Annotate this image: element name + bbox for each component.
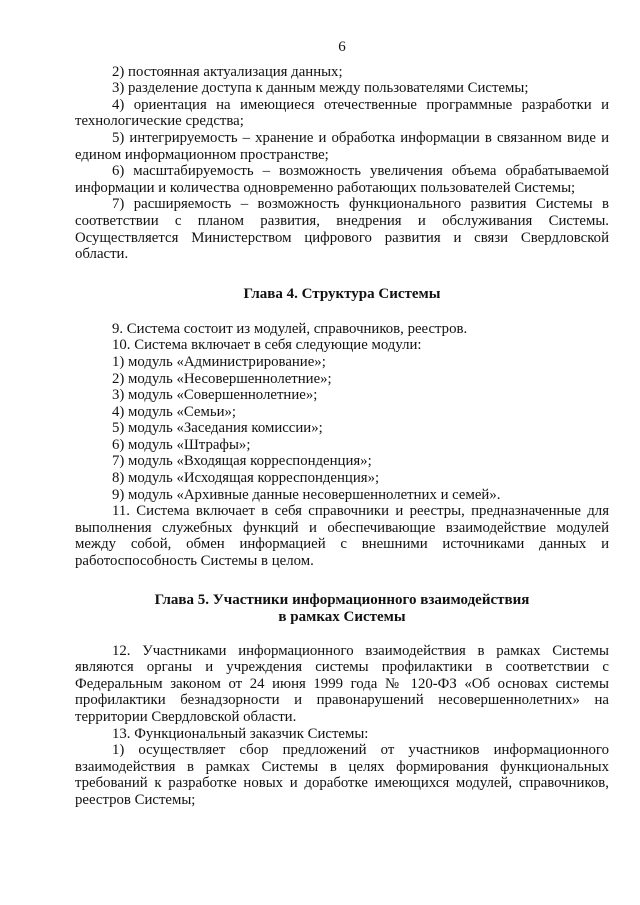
- module-list-item: 6) модуль «Штрафы»;: [112, 436, 251, 453]
- module-list-item: 1) модуль «Администрирование»;: [112, 353, 326, 370]
- list-item: 7) расширяемость – возможность функционального развития Системы в соответствии с планом развития, внедрения и обслуживания Системы. Осуществляется Министерством цифрового развития и связи Свердловской области.: [75, 196, 609, 263]
- chapter-5-title-line-2: в рамках Системы: [278, 608, 406, 625]
- paragraph: 11. Система включает в себя справочники и реестры, предназначенные для выполнения служебных функций и обеспечивающие взаимодействие модулей между собой, обмен информацией с внешними источниками данных и работоспособность Системы в целом.: [75, 503, 609, 570]
- module-list-item: 2) модуль «Несовершеннолетние»;: [112, 370, 332, 387]
- chapter-4-title: Глава 4. Структура Системы: [243, 285, 441, 302]
- paragraph: 12. Участниками информационного взаимодействия в рамках Системы являются органы и учреждения системы профилактики в соответствии с Федеральным законом от 24 июня 1999 года № 120-ФЗ «Об основах системы профилактики безнадзорности и правонарушений несовершеннолетних» на территории Свердловской области.: [75, 642, 609, 725]
- module-list-item: 7) модуль «Входящая корреспонденция»;: [112, 453, 372, 470]
- list-item: 4) ориентация на имеющиеся отечественные программные разработки и технологические средства;: [75, 96, 609, 130]
- module-list-item: 5) модуль «Заседания комиссии»;: [112, 420, 323, 437]
- module-list-item: 3) модуль «Совершеннолетние»;: [112, 387, 318, 404]
- paragraph: 10. Система включает в себя следующие модули:: [112, 337, 422, 354]
- chapter-5-title-line-1: Глава 5. Участники информационного взаимодействия: [154, 591, 530, 608]
- module-list-item: 8) модуль «Исходящая корреспонденция»;: [112, 470, 380, 487]
- list-item: 3) разделение доступа к данным между пользователями Системы;: [112, 80, 529, 97]
- list-item: 6) масштабируемость – возможность увеличения объема обрабатываемой информации и количества одновременно работающих пользователей Системы;: [75, 163, 609, 196]
- page-number: 6: [338, 39, 346, 55]
- document-page: [75, 0, 609, 905]
- module-list-item: 4) модуль «Семьи»;: [112, 403, 237, 420]
- paragraph: 1) осуществляет сбор предложений от участников информационного взаимодействия в рамках Системы в целях формирования функциональных требований к разработке новых и доработке имеющихся модулей, справочников, реестров Системы;: [75, 742, 609, 808]
- paragraph: 9. Система состоит из модулей, справочников, реестров.: [112, 320, 468, 337]
- chapter-5-title: [75, 592, 609, 626]
- list-item: 5) интегрируемость – хранение и обработка информации в связанном виде и едином информационном пространстве;: [75, 129, 609, 163]
- list-item: 2) постоянная актуализация данных;: [112, 63, 343, 80]
- module-list-item: 9) модуль «Архивные данные несовершеннолетних и семей».: [112, 486, 501, 503]
- paragraph: 13. Функциональный заказчик Системы:: [112, 725, 369, 742]
